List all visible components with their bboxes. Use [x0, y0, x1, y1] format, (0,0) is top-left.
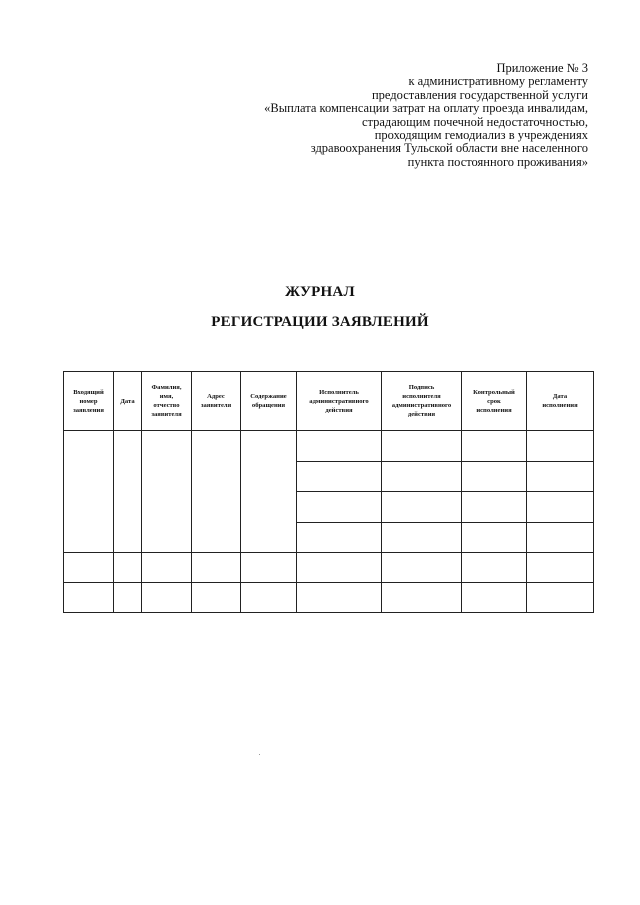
header-text: исполнения: [476, 406, 512, 414]
table-cell: [382, 431, 462, 462]
table-cell: [241, 583, 297, 613]
header-text: имя,: [159, 393, 174, 400]
appendix-line: проходящим гемодиализ в учреждениях: [374, 128, 588, 143]
appendix-line: страдающим почечной недостаточностью,: [361, 114, 588, 129]
header-text: исполнителя: [402, 393, 441, 400]
appendix-line: «Выплата компенсации затрат на оплату проезда инвалидам,: [264, 101, 588, 116]
table-cell: [114, 553, 142, 583]
journal-title: ЖУРНАЛ: [285, 284, 355, 300]
table-cell: [462, 492, 527, 523]
table-cell: [527, 492, 594, 523]
table-cell: [241, 431, 297, 553]
header-applicant-address: [192, 372, 241, 431]
table-cell: [382, 492, 462, 523]
journal-subtitle: РЕГИСТРАЦИИ ЗАЯВЛЕНИЙ: [211, 314, 429, 330]
table-cell: [142, 431, 192, 553]
table-cell: [241, 553, 297, 583]
table-cell: [462, 553, 527, 583]
table-cell: [114, 431, 142, 553]
table-header-row: [64, 372, 594, 431]
table-cell: [382, 522, 462, 553]
table-cell: [192, 583, 241, 613]
header-text: номер: [79, 397, 98, 405]
header-text: срок: [487, 397, 501, 405]
table-cell: [462, 431, 527, 462]
header-control-deadline: [462, 372, 527, 431]
appendix-line: предоставления государственной услуги: [371, 87, 588, 102]
table-cell: [297, 461, 382, 492]
header-incoming-number: [64, 372, 114, 431]
table-cell: [142, 583, 192, 613]
header-text: заявителя: [151, 411, 182, 418]
scan-speck: [259, 754, 260, 755]
appendix-line: здравоохранения Тульской области вне населенного: [310, 141, 588, 156]
header-text: действия: [407, 411, 436, 418]
header-text: административного: [391, 402, 452, 409]
table-cell: [64, 553, 114, 583]
header-applicant-name: [142, 372, 192, 431]
table-cell: [462, 461, 527, 492]
header-text: заявления: [73, 406, 104, 414]
table-cell: [297, 553, 382, 583]
table-cell: [142, 553, 192, 583]
table-cell: [527, 431, 594, 462]
table-cell: [527, 522, 594, 553]
header-text: административного: [309, 397, 369, 405]
header-text: Содержание: [250, 393, 287, 400]
appendix-line: пункта постоянного проживания»: [407, 154, 588, 169]
appendix-line: к административному регламенту: [408, 74, 588, 89]
header-execution-date: [527, 372, 594, 431]
table-cell: [64, 431, 114, 553]
table-cell: [297, 492, 382, 523]
table-row: [64, 553, 594, 583]
table-cell: [527, 553, 594, 583]
table-cell: [297, 431, 382, 462]
header-text: Дата: [120, 397, 135, 405]
header-text: Подпись: [408, 384, 435, 391]
header-date: [114, 372, 142, 431]
table-cell: [527, 583, 594, 613]
header-text: исполнения: [542, 402, 578, 409]
header-text: Контрольный: [473, 388, 515, 396]
table-cell: [64, 583, 114, 613]
header-text: Исполнитель: [319, 388, 359, 396]
registration-table: [63, 371, 594, 613]
table-cell: [297, 583, 382, 613]
header-text: заявителя: [200, 402, 232, 409]
header-text: Фамилия,: [151, 384, 182, 391]
table-cell: [297, 522, 382, 553]
table-row: [64, 583, 594, 613]
table-cell: [192, 553, 241, 583]
header-executor: [297, 372, 382, 431]
header-request-content: [241, 372, 297, 431]
header-text: обращения: [251, 402, 286, 409]
header-text: Адрес: [207, 393, 225, 400]
table-cell: [382, 461, 462, 492]
header-executor-signature: [382, 372, 462, 431]
header-text: Входящий: [73, 388, 104, 396]
table-cell: [382, 583, 462, 613]
header-text: Дата: [552, 393, 568, 400]
table-cell: [114, 583, 142, 613]
appendix-block: [148, 62, 588, 169]
table-row: [64, 431, 594, 462]
table-cell: [462, 583, 527, 613]
table-cell: [382, 553, 462, 583]
table-cell: [462, 522, 527, 553]
appendix-line: Приложение № 3: [496, 61, 588, 75]
table-cell: [527, 461, 594, 492]
header-text: отчество: [153, 402, 180, 409]
header-text: действия: [325, 406, 353, 414]
table-cell: [192, 431, 241, 553]
